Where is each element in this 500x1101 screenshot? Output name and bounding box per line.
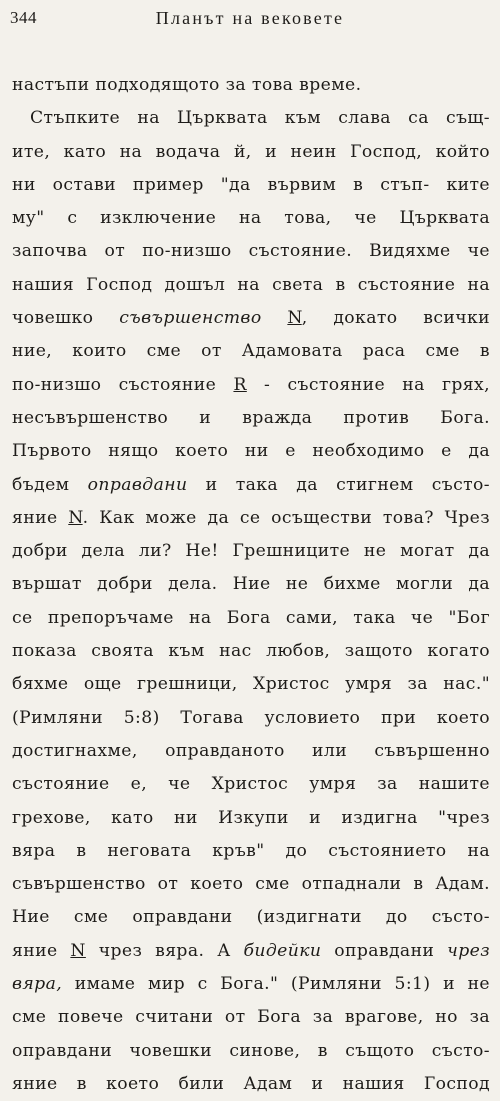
text-segment: бяхме още грешници, Христос умря за нас." [12, 674, 490, 695]
text-segment [262, 308, 288, 328]
text-segment: настъпи подходящото за това време. [12, 75, 362, 95]
text-segment: човешко [12, 308, 120, 329]
text-line [12, 602, 490, 635]
italic-text: съвършенство [119, 308, 262, 329]
italic-text: оправдани [87, 474, 188, 495]
text-line [12, 69, 490, 102]
underlined-text: N [70, 940, 86, 961]
text-line [12, 702, 490, 735]
text-segment: яние [12, 507, 69, 528]
underlined-text: N [287, 308, 302, 329]
text-segment: започва от по-низшо състояние. Видяхме че [12, 241, 490, 262]
text-segment: състояние е, че Христос умря за нашите [12, 774, 490, 795]
italic-text: вяра, [12, 974, 63, 995]
page-number: 344 [10, 8, 37, 27]
text-line [12, 735, 490, 768]
italic-text: чрез [447, 940, 490, 961]
text-line [12, 269, 490, 302]
text-segment: сме повече считани от Бога за врагове, но за [12, 1007, 490, 1028]
text-segment: яние [12, 940, 71, 961]
text-line [12, 668, 490, 701]
underlined-text: N [68, 507, 83, 528]
text-segment: Първото нящо което ни е необходимо е да [12, 441, 490, 462]
text-segment: имаме мир с Бога." (Римляни 5:1) и не [62, 974, 490, 995]
text-line [12, 1001, 490, 1034]
text-segment: достигнахме, оправданото или съвършенно [12, 740, 490, 761]
text-segment: яние в което били Адам и нашия Господ [12, 1073, 490, 1094]
text-segment: чрез вяра. А [85, 940, 244, 961]
running-title: Планът на вековете [155, 8, 345, 28]
text-segment: показа своята към нас любов, защото когато [12, 641, 490, 662]
text-line [12, 935, 490, 968]
text-line [12, 435, 490, 468]
text-line [12, 768, 490, 801]
text-line [12, 802, 490, 835]
text-line [12, 1035, 490, 1068]
text-segment: Ние сме оправдани (издигнати до състо- [12, 907, 490, 928]
text-segment: и така да стигнем състо- [187, 474, 490, 495]
text-segment: ние, които сме от Адамовата раса сме в [12, 341, 490, 362]
text-segment: ни остави пример "да вървим в стъп- ките [12, 174, 490, 195]
text-line [12, 1068, 490, 1101]
text-line [12, 568, 490, 601]
text-line [12, 469, 490, 502]
text-line [12, 901, 490, 934]
text-line [12, 235, 490, 268]
underlined-text: R [233, 374, 247, 395]
text-line [12, 169, 490, 202]
text-segment: оправдани човешки синове, в същото състо- [12, 1040, 490, 1061]
text-line [12, 535, 490, 568]
text-line [12, 502, 490, 535]
text-line [12, 968, 490, 1001]
text-line [12, 102, 490, 135]
text-segment: оправдани [321, 940, 448, 961]
text-segment: , докато всички [301, 308, 490, 329]
text-segment: . Как може да се осъществи това? Чрез [82, 507, 490, 528]
text-segment: (Римляни 5:8) Тогава условието при което [12, 707, 490, 728]
text-segment: вяра в неговата кръв" до състоянието на [12, 840, 490, 861]
text-line [12, 402, 490, 435]
text-segment: Стъпките на Църквата към слава са същ- [30, 108, 490, 129]
text-line [12, 136, 490, 169]
italic-text: бидейки [243, 940, 322, 961]
text-segment: - състояние на грях, [246, 374, 490, 395]
text-segment: вършат добри дела. Ние не бихме могли да [12, 574, 490, 595]
text-segment: му" с изключение на това, че Църквата [12, 208, 490, 229]
text-segment: добри дела ли? Не! Грешниците не могат да [12, 541, 490, 562]
page-header [8, 4, 492, 32]
text-line [12, 868, 490, 901]
text-segment: съвършенство от което сме отпаднали в Адам. [12, 874, 490, 895]
text-segment: ите, като на водача й, и неин Господ, който [12, 141, 490, 162]
text-line [12, 835, 490, 868]
text-segment: грехове, като ни Изкупи и издигна "чрез [12, 807, 490, 828]
body-text [12, 69, 490, 1101]
text-line [12, 635, 490, 668]
text-line [12, 202, 490, 235]
text-segment: нашия Господ дошъл на света в състояние на [12, 274, 490, 295]
text-segment: по-низшо състояние [12, 374, 234, 395]
text-line [12, 302, 490, 335]
text-segment: се препоръчаме на Бога сами, така че "Бог [12, 607, 490, 628]
text-line [12, 369, 490, 402]
text-segment: бъдем [12, 474, 88, 495]
text-line [12, 335, 490, 368]
text-segment: несъвършенство и вражда против Бога. [12, 407, 490, 428]
